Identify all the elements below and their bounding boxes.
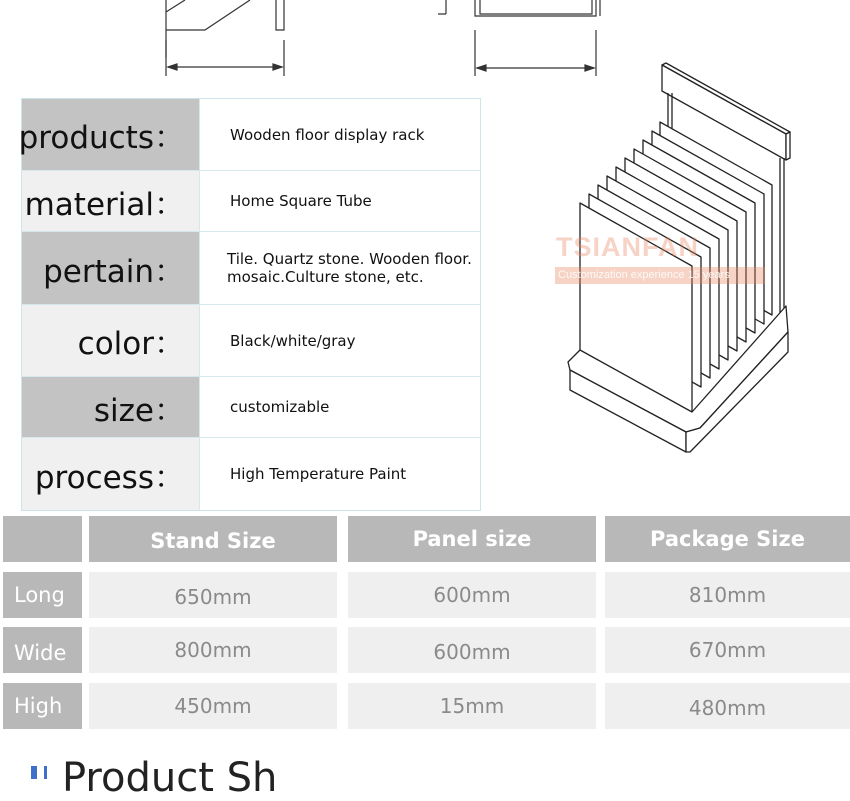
spec-value: Black/white/gray <box>199 305 480 376</box>
spec-row-process <box>22 438 480 510</box>
cell-long-package: 810mm <box>605 572 850 618</box>
section-accent-bar <box>31 766 37 779</box>
row-label-long: Long <box>3 572 82 618</box>
cell-high-panel: 15mm <box>348 683 596 729</box>
row-label-wide: Wide <box>3 627 82 673</box>
header-package-size: Package Size <box>605 516 850 562</box>
spec-row-products <box>18 99 480 171</box>
spec-label: size： <box>22 377 199 437</box>
spec-value: High Temperature Paint <box>199 438 480 510</box>
spec-row-color <box>22 305 480 377</box>
section-title: Product Sh <box>62 755 278 801</box>
cell-high-package: 480mm <box>605 683 850 729</box>
row-label-high: High <box>3 683 82 729</box>
watermark-subtitle: Customization experience 15 years <box>555 267 765 284</box>
cell-wide-package: 670mm <box>605 627 850 673</box>
spec-label: process： <box>22 438 199 510</box>
spec-label: products： <box>22 99 199 170</box>
cell-high-stand: 450mm <box>89 683 337 729</box>
spec-value: customizable <box>199 377 480 437</box>
spec-table <box>18 98 481 511</box>
spec-row-material <box>22 171 480 232</box>
cell-wide-panel: 600mm <box>348 627 596 673</box>
header-blank-cell <box>3 516 82 562</box>
spec-label: material： <box>22 171 199 231</box>
header-panel-size: Panel size <box>348 516 596 562</box>
spec-row-size <box>22 377 480 438</box>
watermark-title: TSIANFAN <box>556 232 699 262</box>
spec-label: pertain： <box>22 232 199 304</box>
spec-value: Home Square Tube <box>199 171 480 231</box>
spec-row-pertain <box>22 232 480 305</box>
spec-value: Tile. Quartz stone. Wooden floor. mosaic.Culture stone, etc. <box>199 232 480 304</box>
cell-long-panel: 600mm <box>348 572 596 618</box>
cell-wide-stand: 800mm <box>89 627 337 673</box>
header-stand-size: Stand Size <box>89 516 337 562</box>
spec-value: Wooden floor display rack <box>199 99 480 170</box>
spec-label: color： <box>22 305 199 376</box>
cell-long-stand: 650mm <box>89 572 337 618</box>
section-accent-bar-thin <box>44 766 47 779</box>
